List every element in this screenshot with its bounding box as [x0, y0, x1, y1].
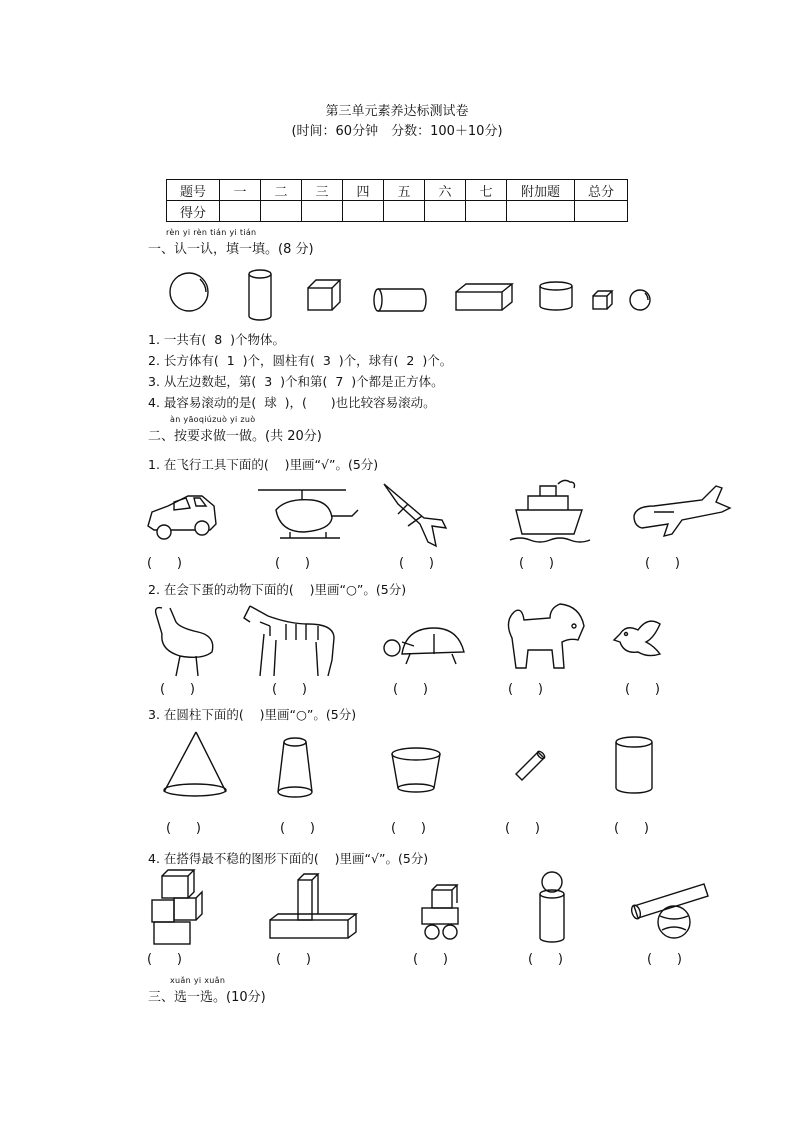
sphere-icon: [630, 290, 650, 310]
airplane-icon: [634, 486, 730, 536]
answer-blank[interactable]: ( ): [280, 821, 315, 836]
frustum-icon: [278, 738, 312, 797]
cylinder-on-ball-icon: [630, 884, 708, 938]
animals-row: [140, 598, 720, 680]
answer-blank[interactable]: ( ): [147, 952, 182, 967]
toy-cart-icon: [422, 885, 458, 939]
question-1-1: 1. 一共有( 8 )个物体。: [148, 332, 285, 347]
answer-blank[interactable]: ( ): [413, 952, 448, 967]
section3-pinyin: xuǎn yi xuǎn: [170, 976, 226, 985]
table-cell: 四: [343, 180, 384, 201]
section1-title: 一、认一认，填一填。(8 分): [148, 242, 314, 257]
page-title: 第三单元素养达标测试卷: [325, 104, 469, 119]
question-2-2: 2. 在会下蛋的动物下面的( )里画“○”。(5分): [148, 582, 407, 597]
table-cell: 六: [425, 180, 466, 201]
answer-blank[interactable]: ( ): [160, 682, 195, 697]
table-cell: 得分: [167, 201, 220, 222]
cuboid-icon: [456, 284, 512, 310]
solid-shapes-row: [160, 262, 660, 332]
ship-icon: [510, 480, 590, 542]
answer-blank[interactable]: ( ): [393, 682, 428, 697]
turtle-icon: [384, 628, 464, 664]
table-cell: 题号: [167, 180, 220, 201]
fighter-jet-icon: [384, 484, 446, 546]
answer-blank[interactable]: ( ): [272, 682, 307, 697]
answer-blank[interactable]: ( ): [275, 556, 310, 571]
answer-blank[interactable]: ( ): [647, 952, 682, 967]
answer-blank[interactable]: ( ): [528, 952, 563, 967]
question-2-4: 4. 在搭得最不稳的图形下面的( )里画“√”。(5分): [148, 851, 429, 866]
ball-on-cylinder-icon: [540, 872, 564, 942]
answer-blank[interactable]: ( ): [276, 952, 311, 967]
question-1-3: 3. 从左边数起，第( 3 )个和第( 7 )个都是正方体。: [148, 374, 444, 389]
question-1-4: 4. 最容易滚动的是( 球 )，( )也比较容易滚动。: [148, 395, 436, 410]
score-input-cell[interactable]: [466, 201, 507, 222]
t-block-icon: [270, 874, 356, 938]
sphere-icon: [170, 273, 208, 311]
table-cell: 五: [384, 180, 425, 201]
answer-blank[interactable]: ( ): [166, 821, 201, 836]
cylinder-icon: [616, 737, 652, 793]
score-input-cell[interactable]: [302, 201, 343, 222]
table-cell: 二: [261, 180, 302, 201]
page-subtitle: (时间：60分钟 分数：100＋10分): [291, 124, 503, 139]
answer-blank[interactable]: ( ): [147, 556, 182, 571]
emu-icon: [156, 608, 213, 676]
cube-icon: [593, 291, 612, 309]
score-input-cell[interactable]: [425, 201, 466, 222]
bird-icon: [614, 621, 660, 656]
answer-blank[interactable]: ( ): [508, 682, 543, 697]
zebra-icon: [244, 606, 334, 676]
helicopter-icon: [258, 490, 358, 538]
table-cell: 七: [466, 180, 507, 201]
cylinder-icon: [374, 289, 426, 311]
score-input-cell[interactable]: [575, 201, 628, 222]
score-input-cell[interactable]: [507, 201, 575, 222]
answer-blank[interactable]: ( ): [399, 556, 434, 571]
cube-icon: [308, 280, 340, 310]
answer-blank[interactable]: ( ): [645, 556, 680, 571]
question-1-2: 2. 长方体有( 1 )个，圆柱有( 3 )个，球有( 2 )个。: [148, 353, 453, 368]
cylinder-icon: [540, 282, 572, 310]
question-2-1: 1. 在飞行工具下面的( )里画“√”。(5分): [148, 457, 379, 472]
section2-pinyin: àn yāoqiúzuò yi zuò: [170, 415, 256, 424]
cup-frustum-icon: [392, 748, 440, 792]
section1-pinyin: rèn yi rèn tián yi tián: [166, 228, 257, 237]
score-input-cell[interactable]: [261, 201, 302, 222]
stacked-cubes-icon: [152, 870, 202, 944]
answer-blank[interactable]: ( ): [391, 821, 426, 836]
answer-blank[interactable]: ( ): [614, 821, 649, 836]
score-input-cell[interactable]: [343, 201, 384, 222]
table-cell: 三: [302, 180, 343, 201]
cylinder-icon: [249, 270, 271, 320]
dog-icon: [508, 604, 584, 668]
section3-title: 三、选一选。(10分): [148, 990, 266, 1005]
table-cell: 总分: [575, 180, 628, 201]
solids-row-2: [150, 726, 670, 806]
table-cell: 一: [220, 180, 261, 201]
score-table: [166, 179, 628, 222]
cone-icon: [164, 732, 226, 796]
answer-blank[interactable]: ( ): [625, 682, 660, 697]
section2-title: 二、按要求做一做。(共 20分): [148, 429, 322, 444]
score-input-cell[interactable]: [220, 201, 261, 222]
stacks-row: [140, 866, 720, 948]
score-table-score-row: [167, 201, 628, 222]
question-2-3: 3. 在圆柱下面的( )里画“○”。(5分): [148, 707, 357, 722]
vehicles-row: [140, 476, 720, 556]
table-cell: 附加题: [507, 180, 575, 201]
score-table-header-row: [167, 180, 628, 201]
answer-blank[interactable]: ( ): [505, 821, 540, 836]
score-input-cell[interactable]: [384, 201, 425, 222]
small-cylinder-icon: [516, 750, 546, 780]
car-icon: [148, 496, 216, 539]
answer-blank[interactable]: ( ): [519, 556, 554, 571]
